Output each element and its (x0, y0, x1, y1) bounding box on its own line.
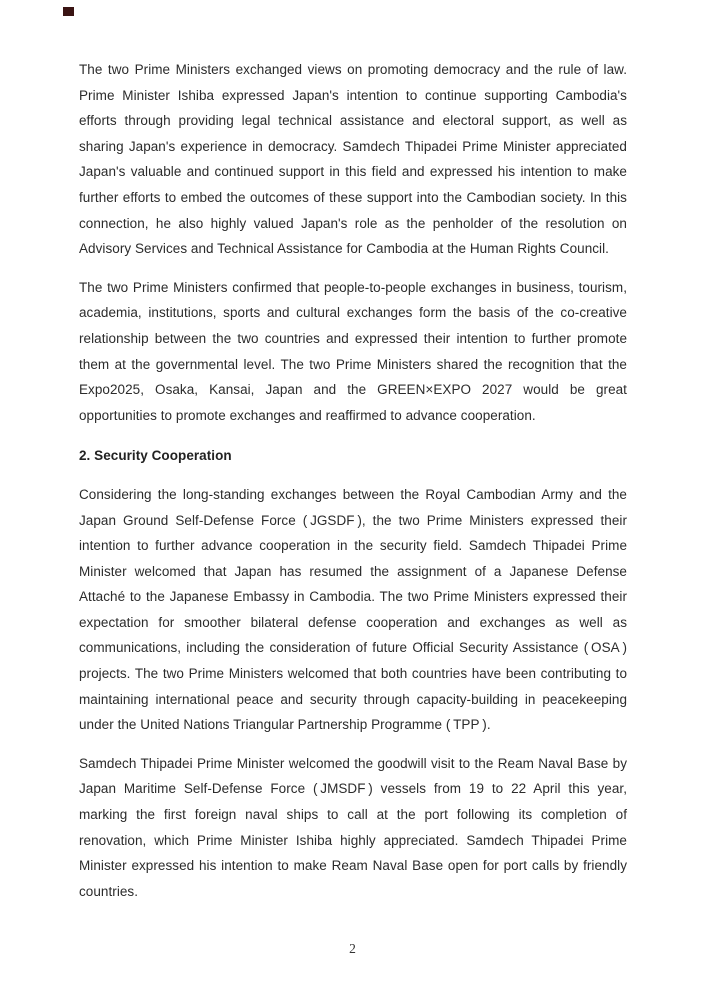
corner-mark (63, 7, 74, 16)
document-body (79, 57, 627, 917)
paragraph-defense-cooperation: Considering the long-standing exchanges between the Royal Cambodian Army and the Japan Ground Self-Defense Force ( JGSDF ), the two Prime Ministers expressed their intention to further advance cooperation in the security field. Samdech Thipadei Prime Minister welcomed that Japan has resumed the assignment of a Japanese Defense Attaché to the Japanese Embassy in Cambodia. The two Prime Ministers expressed their expectation for smoother bilateral defense cooperation and exchanges as well as communications, including the consideration of future Official Security Assistance ( OSA ) projects. The two Prime Ministers welcomed that both countries have been contributing to maintaining international peace and security through capacity-building in peacekeeping under the United Nations Triangular Partnership Programme ( TPP ). (79, 486, 627, 733)
section-heading-security-cooperation: 2. Security Cooperation (79, 448, 232, 464)
paragraph-democracy-rule-of-law: The two Prime Ministers exchanged views on promoting democracy and the rule of law. Prime Minister Ishiba expressed Japan's intention to continue supporting Cambodia's efforts through providing legal technical assistance and electoral support, as well as sharing Japan's experience in democracy. Samdech Thipadei Prime Minister appreciated Japan's valuable and continued support in this field and expressed his intention to make further efforts to embed the outcomes of these support into the Cambodian society. In this connection, he also highly valued Japan's role as the penholder of the resolution on Advisory Services and Technical Assistance for Cambodia at the Human Rights Council. (79, 62, 627, 257)
paragraph-people-to-people-exchanges: The two Prime Ministers confirmed that people-to-people exchanges in business, tourism, academia, institutions, sports and cultural exchanges form the basis of the co-creative relationship between the two countries and expressed their intention to further promote them at the governmental level. The two Prime Ministers shared the recognition that the Expo2025, Osaka, Kansai, Japan and the GREEN×EXPO 2027 would be great opportunities to promote exchanges and reaffirmed to advance cooperation. (79, 279, 627, 423)
paragraph-ream-naval-base: Samdech Thipadei Prime Minister welcomed the goodwill visit to the Ream Naval Base by Japan Maritime Self-Defense Force ( JMSDF ) vessels from 19 to 22 April this year, marking the first foreign naval ships to call at the port following its completion of renovation, which Prime Minister Ishiba highly appreciated. Samdech Thipadei Prime Minister expressed his intention to make Ream Naval Base open for port calls by friendly countries. (79, 755, 627, 899)
page-number: 2 (349, 941, 356, 956)
